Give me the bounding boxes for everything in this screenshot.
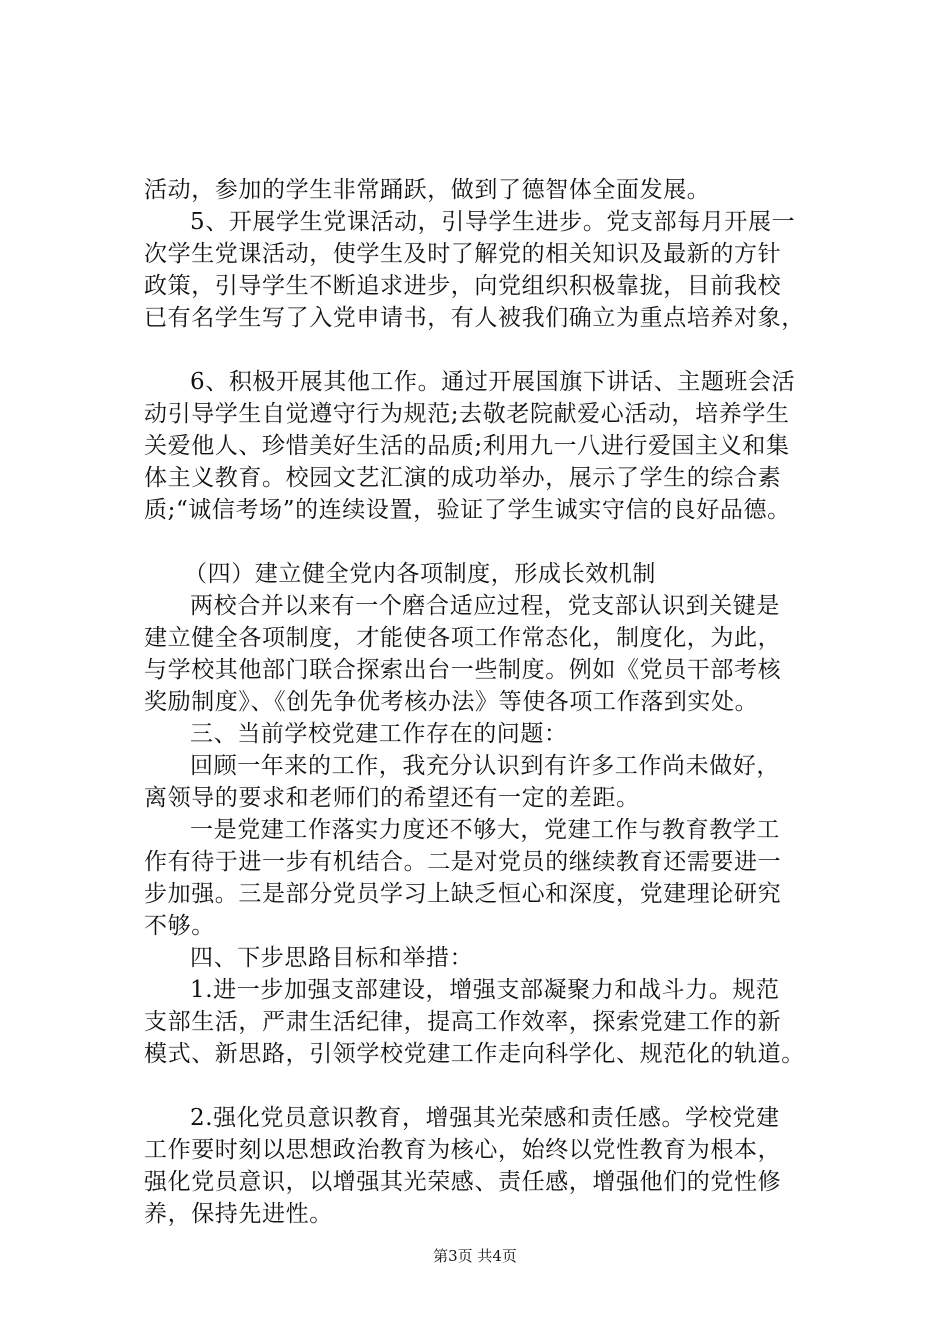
- paragraph-first-line: 2.强化党员意识教育，增强其光荣感和责任感。学校党建: [190, 1105, 780, 1131]
- paragraph-first-line: 回顾一年来的工作，我充分认识到有许多工作尚未做好，: [190, 753, 780, 779]
- text-line: 工作要时刻以思想政治教育为核心，始终以党性教育为根本，: [144, 1137, 782, 1163]
- text-line: 强化党员意识，以增强其光荣感、责任感，增强他们的党性修: [144, 1169, 782, 1195]
- text-line: 奖励制度》、《创先争优考核办法》等使各项工作落到实处。: [144, 689, 759, 715]
- paragraph-gap: [144, 1070, 844, 1102]
- text-line: 活动，参加的学生非常踊跃，做到了德智体全面发展。: [144, 177, 711, 203]
- text-line: 次学生党课活动，使学生及时了解党的相关知识及最新的方针: [144, 241, 782, 267]
- text-line: 体主义教育。校园文艺汇演的成功举办，展示了学生的综合素: [144, 465, 782, 491]
- text-line: 建立健全各项制度，才能使各项工作常态化，制度化，为此，: [144, 625, 782, 651]
- paragraph-first-line: 5、开展学生党课活动，引导学生进步。党支部每月开展一: [190, 209, 796, 235]
- text-line: 不够。: [144, 913, 215, 939]
- text-line: 模式、新思路，引领学校党建工作走向科学化、规范化的轨道。: [144, 1041, 805, 1067]
- text-line: 关爱他人、珍惜美好生活的品质;利用九一八进行爱国主义和集: [144, 433, 790, 459]
- paragraph-first-line: 1.进一步加强支部建设，增强支部凝聚力和战斗力。规范: [190, 977, 780, 1003]
- section-heading: （四）建立健全党内各项制度，形成长效机制: [184, 561, 656, 587]
- paragraph-first-line: 一是党建工作落实力度还不够大，党建工作与教育教学工: [190, 817, 780, 843]
- text-line: 动引导学生自觉遵守行为规范;去敬老院献爱心活动，培养学生: [144, 401, 790, 427]
- text-line: 离领导的要求和老师们的希望还有一定的差距。: [144, 785, 640, 811]
- paragraph-first-line: 6、积极开展其他工作。通过开展国旗下讲话、主题班会活: [190, 369, 796, 395]
- text-line: 养，保持先进性。: [144, 1201, 333, 1227]
- text-line: 支部生活，严肃生活纪律，提高工作效率，探索党建工作的新: [144, 1009, 782, 1035]
- document-body: [144, 174, 844, 1230]
- text-line: 政策，引导学生不断追求进步，向党组织积极靠拢，目前我校: [144, 273, 782, 299]
- text-line: 已有名学生写了入党申请书，有人被我们确立为重点培养对象，: [144, 305, 805, 331]
- paragraph-gap: [144, 334, 844, 366]
- text-line: 质;“诚信考场”的连续设置，验证了学生诚实守信的良好品德。: [144, 497, 791, 523]
- text-line: 作有待于进一步有机结合。二是对党员的继续教育还需要进一: [144, 849, 782, 875]
- paragraph-gap: [144, 526, 844, 558]
- text-line: 与学校其他部门联合探索出台一些制度。例如《党员干部考核: [144, 657, 782, 683]
- section-heading: 四、下步思路目标和举措：: [190, 945, 474, 971]
- section-heading: 三、当前学校党建工作存在的问题：: [190, 721, 568, 747]
- paragraph-first-line: 两校合并以来有一个磨合适应过程，党支部认识到关键是: [190, 593, 780, 619]
- text-line: 步加强。三是部分党员学习上缺乏恒心和深度，党建理论研究: [144, 881, 782, 907]
- page-number-footer: 第3页 共4页: [433, 1247, 517, 1265]
